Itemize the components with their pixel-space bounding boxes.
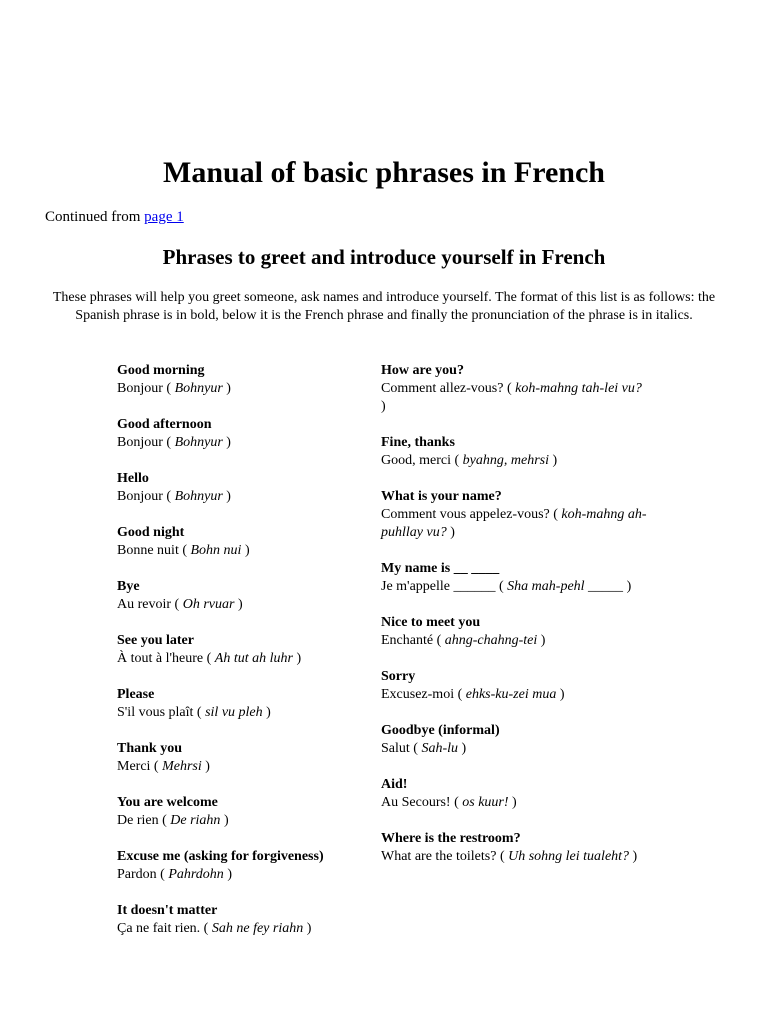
french-phrase: Excusez-moi ( ehks-ku-zei mua )	[381, 687, 565, 702]
english-phrase: Please	[117, 687, 155, 702]
english-phrase: Bye	[117, 579, 140, 594]
french-phrase: Bonjour ( Bohnyur )	[117, 381, 231, 396]
phrase-item	[117, 686, 375, 722]
english-phrase: Good afternoon	[117, 417, 212, 432]
french-phrase: De rien ( De riahn )	[117, 813, 229, 828]
english-phrase: Good morning	[117, 363, 205, 378]
french-phrase: Ça ne fait rien. ( Sah ne fey riahn )	[117, 921, 312, 936]
french-phrase: Comment allez-vous? ( koh-mahng tah-lei vu? )	[381, 381, 642, 414]
pronunciation: koh-mahng tah-lei vu?	[515, 381, 642, 396]
french-phrase: Comment vous appelez-vous? ( koh-mahng ah-puhllay vu? )	[381, 507, 647, 540]
english-phrase: My name is __ ____	[381, 561, 500, 576]
continued-note	[45, 208, 184, 226]
phrase-item	[381, 434, 649, 470]
page-title: Manual of basic phrases in French	[163, 156, 605, 189]
phrase-item	[117, 794, 375, 830]
pronunciation: byahng, mehrsi	[462, 453, 549, 468]
phrase-item	[117, 524, 375, 560]
pronunciation: koh-mahng ah-puhllay vu?	[381, 507, 647, 540]
english-phrase: You are welcome	[117, 795, 218, 810]
phrase-item	[381, 362, 649, 416]
french-phrase: Enchanté ( ahng-chahng-tei )	[381, 633, 546, 648]
french-phrase: Bonne nuit ( Bohn nui )	[117, 543, 250, 558]
phrase-item	[381, 668, 649, 704]
phrase-item	[381, 560, 649, 596]
pronunciation: ehks-ku-zei mua	[465, 687, 557, 702]
pronunciation: sil vu pleh	[205, 705, 263, 720]
english-phrase: How are you?	[381, 363, 464, 378]
english-phrase: It doesn't matter	[117, 903, 218, 918]
french-phrase: À tout à l'heure ( Ah tut ah luhr )	[117, 651, 302, 666]
french-phrase: S'il vous plaît ( sil vu pleh )	[117, 705, 271, 720]
french-phrase: Merci ( Mehrsi )	[117, 759, 210, 774]
continued-text: Continued from	[45, 209, 145, 225]
pronunciation: Pahrdohn	[168, 867, 224, 882]
pronunciation: ahng-chahng-tei	[444, 633, 538, 648]
french-phrase: What are the toilets? ( Uh sohng lei tualeht? )	[381, 849, 638, 864]
english-phrase: Thank you	[117, 741, 182, 756]
english-phrase: Excuse me (asking for forgiveness)	[117, 849, 324, 864]
english-phrase: Nice to meet you	[381, 615, 481, 630]
english-phrase: Hello	[117, 471, 149, 486]
pronunciation: Sah-lu	[421, 741, 459, 756]
phrase-item	[117, 470, 375, 506]
phrase-item	[381, 830, 649, 866]
page-1-link[interactable]: page 1	[144, 209, 184, 225]
french-phrase: Au revoir ( Oh rvuar )	[117, 597, 243, 612]
pronunciation: De riahn	[170, 813, 221, 828]
phrase-item	[381, 722, 649, 758]
english-phrase: What is your name?	[381, 489, 502, 504]
pronunciation: Sah ne fey riahn	[211, 921, 304, 936]
section-title: Phrases to greet and introduce yourself in French	[162, 245, 606, 269]
pronunciation: Bohn nui	[190, 543, 242, 558]
english-phrase: Fine, thanks	[381, 435, 455, 450]
phrase-item	[381, 488, 649, 542]
pronunciation: Ah tut ah luhr	[214, 651, 293, 666]
french-phrase: Bonjour ( Bohnyur )	[117, 489, 231, 504]
intro-paragraph: These phrases will help you greet someone, ask names and introduce yourself. The format of this list is as follows: the Spanish phrase is in bold, below it is the French phrase and finally the pronunciation of the phrase is in italics.	[52, 290, 716, 323]
pronunciation: Mehrsi	[162, 759, 202, 774]
phrase-item	[381, 614, 649, 650]
phrase-item	[117, 416, 375, 452]
phrase-list-right	[381, 362, 649, 884]
pronunciation: Uh sohng lei tualeht?	[508, 849, 630, 864]
phrase-item	[117, 632, 375, 668]
english-phrase: Goodbye (informal)	[381, 723, 500, 738]
phrase-item	[117, 578, 375, 614]
french-phrase: Au Secours! ( os kuur! )	[381, 795, 517, 810]
french-phrase: Salut ( Sah-lu )	[381, 741, 467, 756]
english-phrase: See you later	[117, 633, 194, 648]
pronunciation: Bohnyur	[174, 489, 223, 504]
pronunciation: os kuur!	[462, 795, 509, 810]
french-phrase: Bonjour ( Bohnyur )	[117, 435, 231, 450]
pronunciation: Oh rvuar	[182, 597, 235, 612]
phrase-item	[117, 362, 375, 398]
french-phrase: Good, merci ( byahng, mehrsi )	[381, 453, 558, 468]
pronunciation: Bohnyur	[174, 381, 223, 396]
english-phrase: Where is the restroom?	[381, 831, 521, 846]
english-phrase: Good night	[117, 525, 185, 540]
pronunciation: Bohnyur	[174, 435, 223, 450]
french-phrase: Je m'appelle ______ ( Sha mah-pehl _____ )	[381, 579, 632, 594]
pronunciation: Sha mah-pehl _____	[507, 579, 624, 594]
phrase-item	[117, 848, 375, 884]
phrase-item	[117, 902, 375, 938]
phrase-list-left	[117, 362, 375, 956]
french-phrase: Pardon ( Pahrdohn )	[117, 867, 232, 882]
phrase-item	[381, 776, 649, 812]
english-phrase: Sorry	[381, 669, 416, 684]
english-phrase: Aid!	[381, 777, 408, 792]
phrase-item	[117, 740, 375, 776]
